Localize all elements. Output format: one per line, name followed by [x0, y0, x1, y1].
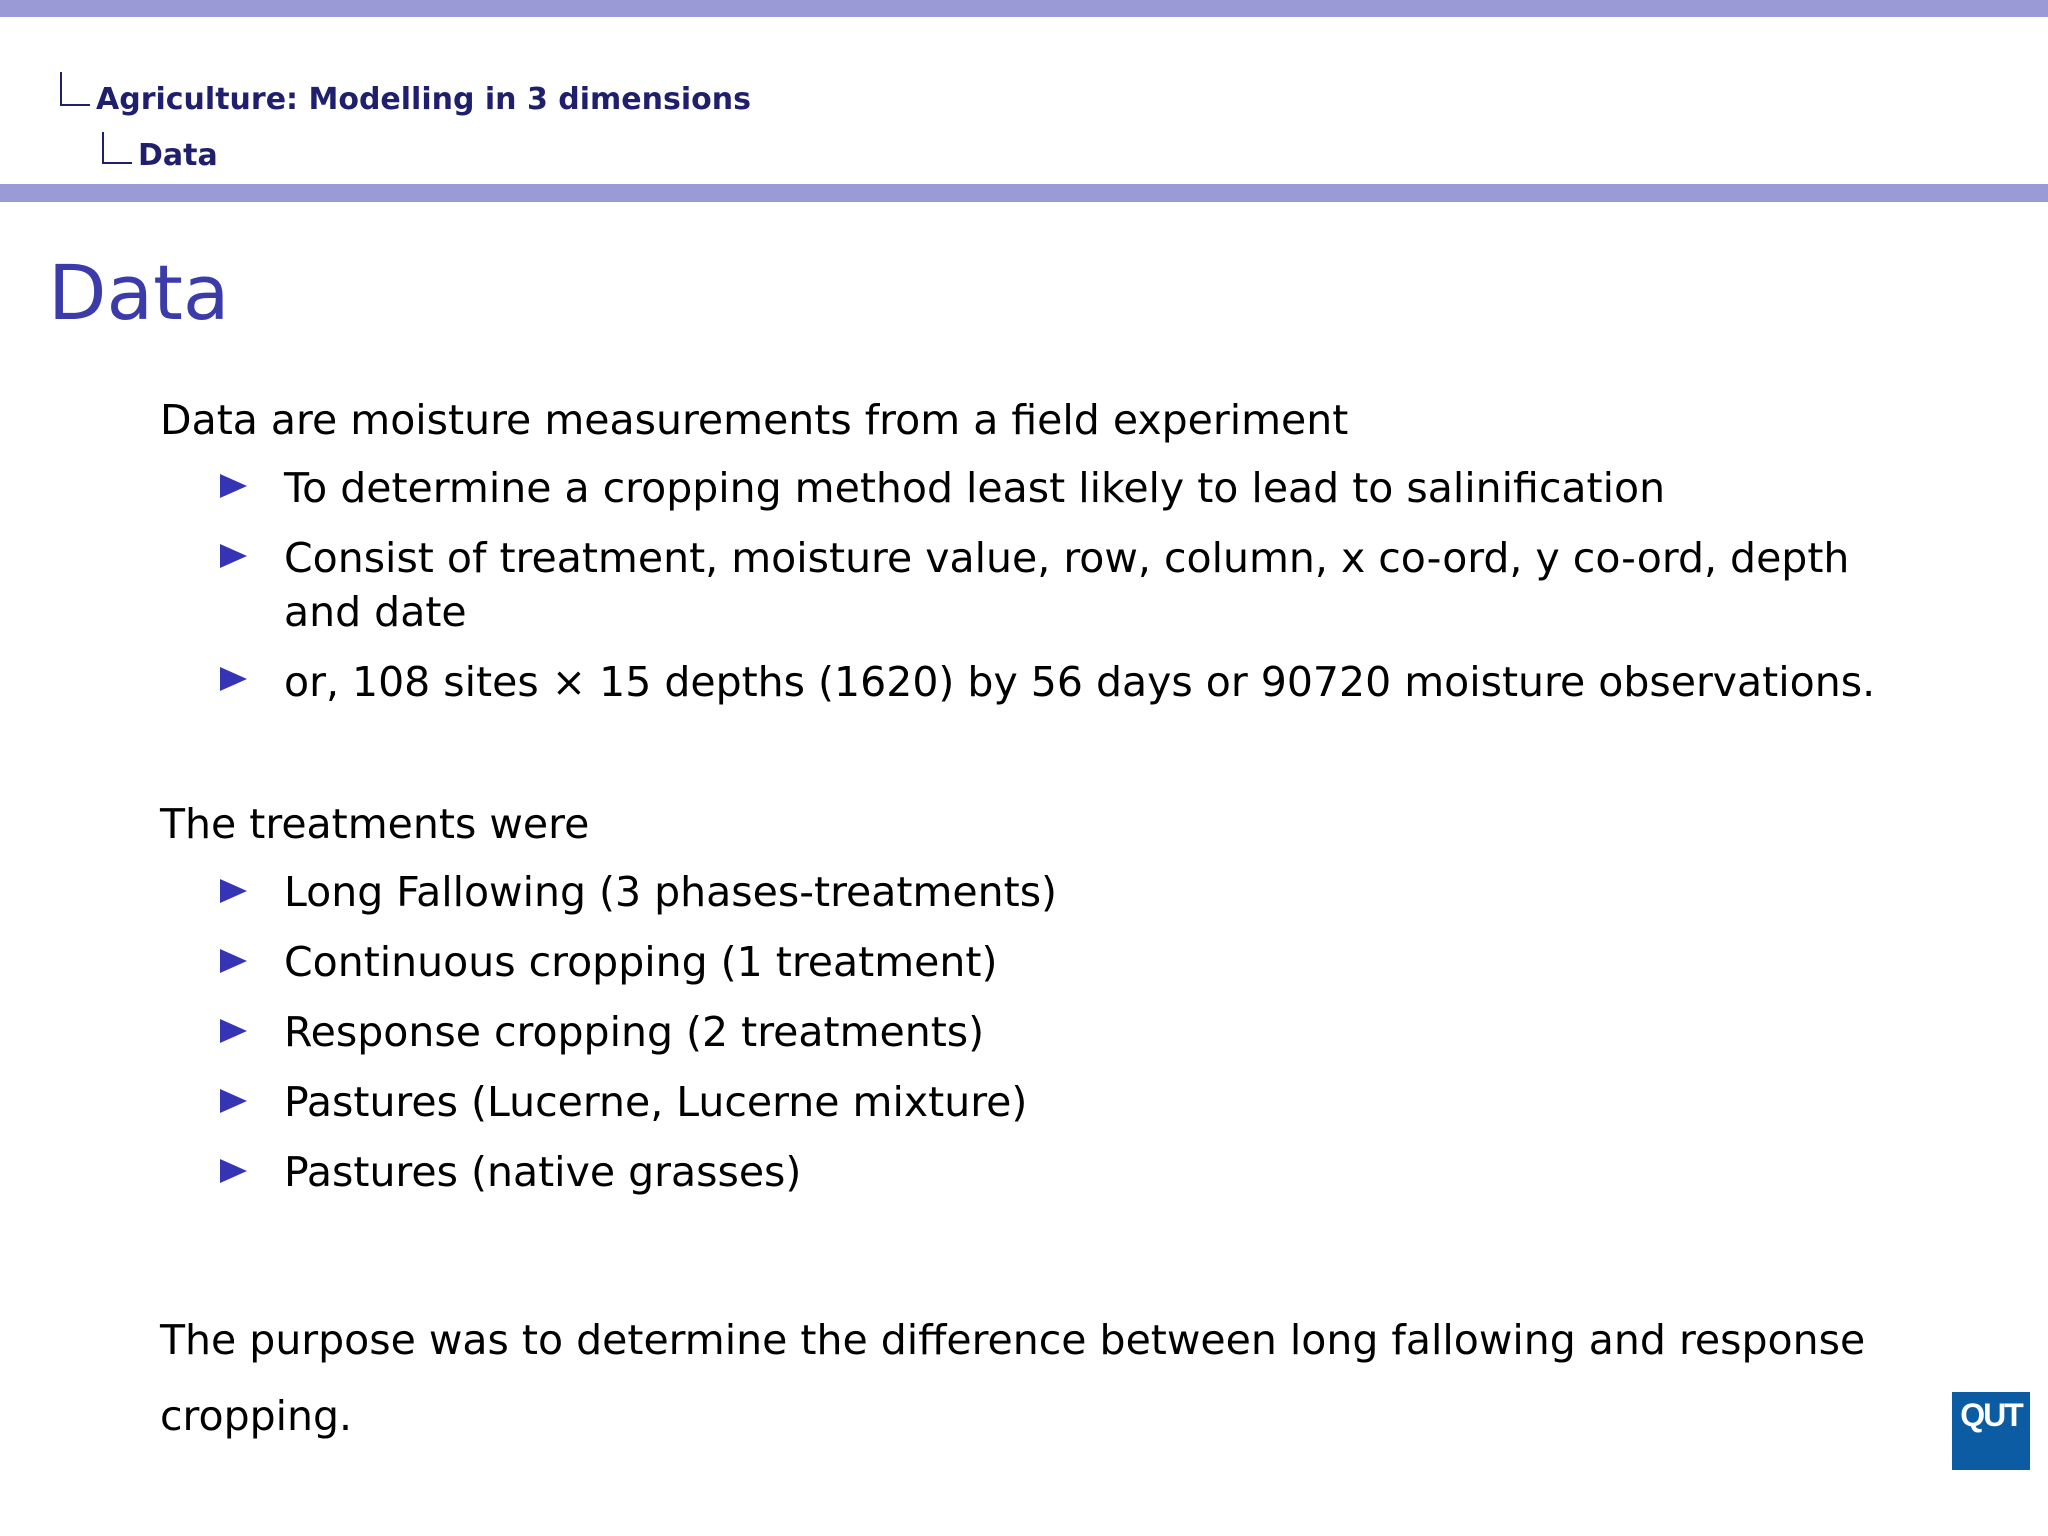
bullet-triangle-icon	[220, 949, 247, 973]
treatment-item-2: Continuous cropping (1 treatment)	[284, 938, 998, 986]
data-point-1: To determine a cropping method least likely to lead to salinification	[284, 464, 1666, 512]
breadcrumb-corner-level1	[60, 72, 90, 106]
treatment-item-5: Pastures (native grasses)	[284, 1148, 802, 1196]
bullet-triangle-icon	[220, 544, 247, 568]
treatments-heading: The treatments were	[160, 800, 590, 848]
bullet-triangle-icon	[220, 474, 247, 498]
qut-logo: QUT	[1952, 1392, 2030, 1470]
breadcrumb-subsection[interactable]: Data	[138, 138, 218, 173]
bullet-triangle-icon	[220, 879, 247, 903]
bullet-triangle-icon	[220, 1089, 247, 1113]
header-top-bar	[0, 0, 2048, 17]
data-point-2-continued: and date	[284, 588, 467, 636]
bullet-triangle-icon	[220, 1159, 247, 1183]
purpose-text-line-1: The purpose was to determine the difference between long fallowing and response	[160, 1316, 1866, 1364]
bullet-triangle-icon	[220, 1019, 247, 1043]
purpose-text-line-2: cropping.	[160, 1392, 353, 1440]
breadcrumb-corner-level2	[102, 132, 132, 164]
data-point-3: or, 108 sites × 15 depths (1620) by 56 days or 90720 moisture observations.	[284, 658, 1876, 706]
treatment-item-1: Long Fallowing (3 phases-treatments)	[284, 868, 1058, 916]
breadcrumb-section[interactable]: Agriculture: Modelling in 3 dimensions	[96, 82, 751, 117]
data-point-2: Consist of treatment, moisture value, row, column, x co-ord, y co-ord, depth	[284, 534, 1850, 582]
treatment-item-3: Response cropping (2 treatments)	[284, 1008, 985, 1056]
slide-title: Data	[48, 248, 230, 337]
intro-text: Data are moisture measurements from a field experiment	[160, 396, 1349, 444]
header-bottom-bar	[0, 184, 2048, 202]
treatment-item-4: Pastures (Lucerne, Lucerne mixture)	[284, 1078, 1028, 1126]
bullet-triangle-icon	[220, 667, 247, 691]
